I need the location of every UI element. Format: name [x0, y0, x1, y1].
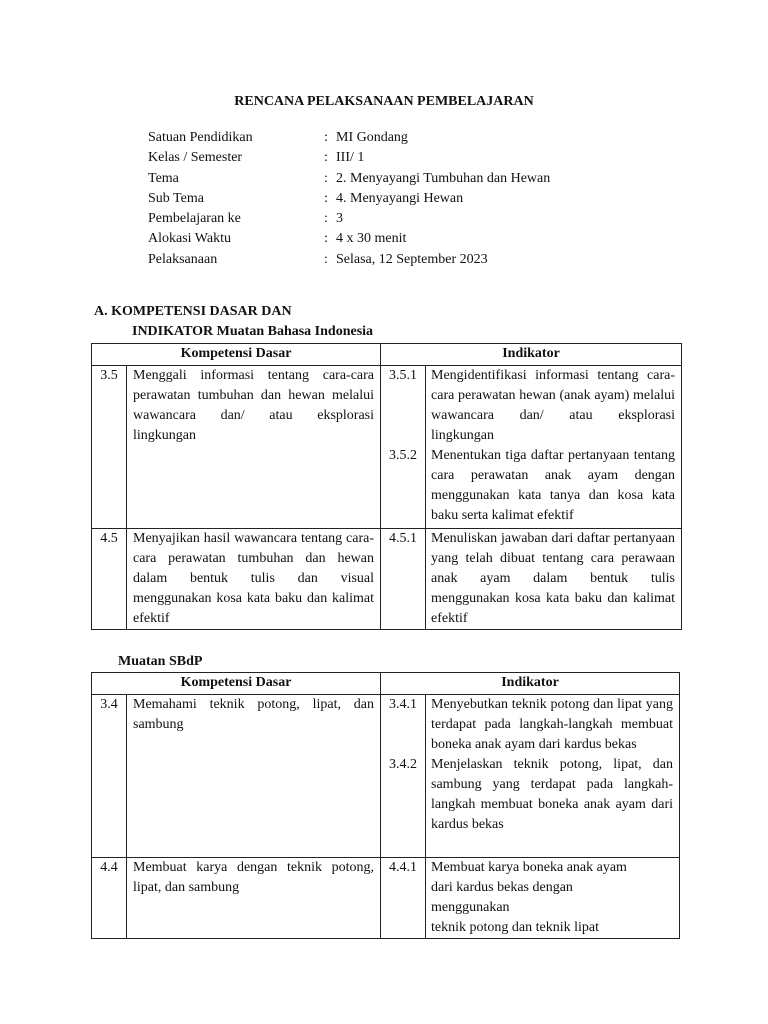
- table-row: [92, 695, 680, 858]
- indicator-cell: [381, 695, 680, 858]
- page-title: RENCANA PELAKSANAAN PEMBELAJARAN: [234, 94, 534, 109]
- identity-table: [148, 128, 550, 270]
- header-kompetensi-dasar: Kompetensi Dasar: [92, 344, 381, 366]
- identity-colon: :: [324, 130, 328, 145]
- identity-row: [148, 229, 550, 249]
- identity-row: [148, 189, 550, 209]
- identity-value: 3: [336, 211, 343, 227]
- identity-colon: :: [324, 211, 328, 227]
- kd-number: 3.4: [92, 695, 127, 858]
- indicator-number: 4.5.1: [389, 531, 418, 546]
- indicator-number: 3.4.2: [389, 757, 418, 772]
- indicator-line: menggunakan: [431, 900, 510, 915]
- identity-value: III/ 1: [336, 150, 365, 166]
- kd-number: 4.4: [92, 858, 127, 939]
- indicator-number: 3.5.2: [389, 448, 418, 463]
- kd-text: Menyajikan hasil wawancara tentang cara-cara perawatan tumbuhan dan hewan dalam bentuk tulis dan visual menggunakan kosa kata baku dan kalimat efektif: [127, 529, 381, 630]
- identity-colon: :: [324, 231, 328, 247]
- indicator-text: Menjelaskan teknik potong, lipat, dan sambung yang terdapat pada langkah-langkah membuat boneka anak ayam dari kardus bekas: [431, 757, 674, 832]
- table-bahasa-indonesia: [91, 343, 682, 630]
- identity-label: Pelaksanaan: [148, 251, 218, 267]
- indicator-cell: [381, 858, 680, 939]
- identity-colon: :: [324, 150, 328, 166]
- indicator-divider: [425, 695, 426, 857]
- indicator-cell: [381, 529, 682, 630]
- identity-label: Pembelajaran ke: [148, 211, 241, 227]
- kd-text: Membuat karya dengan teknik potong, lipat, dan sambung: [127, 858, 381, 939]
- identity-row: [148, 209, 550, 229]
- indicator-item: [381, 529, 681, 629]
- identity-label: Satuan Pendidikan: [148, 130, 253, 145]
- identity-row: [148, 128, 550, 148]
- header-indikator: Indikator: [381, 344, 682, 366]
- identity-row: [148, 148, 550, 168]
- identity-label: Alokasi Waktu: [148, 231, 231, 247]
- identity-row: [148, 250, 550, 270]
- section-a-line1: A. KOMPETENSI DASAR DAN: [94, 304, 292, 319]
- identity-value: MI Gondang: [336, 130, 408, 145]
- identity-label: Sub Tema: [148, 190, 204, 206]
- indicator-text: Menentukan tiga daftar pertanyaan tentang cara perawatan anak ayam dengan menggunakan kata tanya dan kosa kata baku serta kalimat efektif: [431, 448, 676, 523]
- identity-label: Tema: [148, 170, 179, 186]
- identity-row: [148, 169, 550, 189]
- table-sbdp: [91, 672, 680, 939]
- identity-colon: :: [324, 170, 328, 186]
- section-sbdp-heading: Muatan SBdP: [118, 654, 203, 669]
- identity-label: Kelas / Semester: [148, 150, 243, 166]
- section-a-heading: [94, 302, 373, 342]
- identity-value: 4. Menyayangi Hewan: [336, 190, 464, 206]
- kd-number: 4.5: [92, 529, 127, 630]
- identity-colon: :: [324, 190, 328, 206]
- identity-value: 2. Menyayangi Tumbuhan dan Hewan: [336, 170, 551, 186]
- indicator-item: [381, 446, 681, 526]
- kd-text: Memahami teknik potong, lipat, dan sambung: [127, 695, 381, 858]
- indicator-line: Membuat karya boneka anak ayam: [431, 860, 627, 875]
- indicator-line: teknik potong dan teknik lipat: [431, 920, 599, 935]
- indicator-number: 3.5.1: [389, 368, 418, 383]
- indicator-item: [381, 366, 681, 446]
- kd-text: Menggali informasi tentang cara-cara perawatan tumbuhan dan hewan melalui wawancara dan/ atau eksplorasi lingkungan: [127, 366, 381, 529]
- indicator-number: 4.4.1: [389, 860, 418, 875]
- identity-colon: :: [324, 251, 328, 267]
- header-indikator: Indikator: [381, 673, 680, 695]
- indicator-text: Menuliskan jawaban dari daftar pertanyaan yang telah dibuat tentang cara perawaan anak ayam dalam bentuk tulis menggunakan kosa kata baku dan kalimat efektif: [431, 531, 676, 626]
- section-a-line2: INDIKATOR Muatan Bahasa Indonesia: [132, 324, 374, 339]
- identity-value: Selasa, 12 September 2023: [336, 251, 488, 267]
- indicator-divider: [425, 858, 426, 938]
- indicator-text: Menyebutkan teknik potong dan lipat yang terdapat pada langkah-langkah membuat boneka anak ayam dari kardus bekas: [431, 697, 674, 752]
- table-row: [92, 529, 682, 630]
- indicator-divider: [425, 366, 426, 528]
- kd-number: 3.5: [92, 366, 127, 529]
- indicator-text: Mengidentifikasi informasi tentang cara-cara perawatan hewan (anak ayam) melalui wawancara dan/ atau eksplorasi lingkungan: [431, 368, 676, 443]
- identity-value: 4 x 30 menit: [336, 231, 407, 247]
- indicator-number: 3.4.1: [389, 697, 418, 712]
- indicator-cell: [381, 366, 682, 529]
- table-row: [92, 858, 680, 939]
- indicator-line: dari kardus bekas dengan: [431, 880, 573, 895]
- indicator-divider: [425, 529, 426, 629]
- table-row: [92, 366, 682, 529]
- header-kompetensi-dasar: Kompetensi Dasar: [92, 673, 381, 695]
